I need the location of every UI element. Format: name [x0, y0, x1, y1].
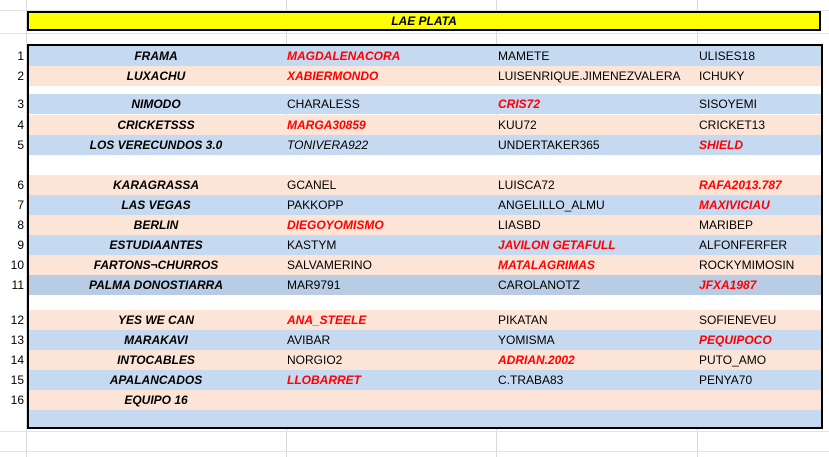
- player-cell[interactable]: CRICKET13: [699, 118, 766, 132]
- team-name-cell[interactable]: FARTONS¬CHURROS: [93, 258, 219, 272]
- player-cell[interactable]: ULISES18: [699, 49, 756, 63]
- row-number: 6: [17, 178, 24, 192]
- team-name-cell[interactable]: FRAMA: [134, 49, 178, 63]
- player-cell[interactable]: JFXA1987: [699, 278, 757, 292]
- row-number: 10: [10, 258, 24, 272]
- player-cell[interactable]: MAGDALENACORA: [287, 49, 401, 63]
- player-cell[interactable]: NORGIO2: [287, 353, 343, 367]
- row-number: 14: [10, 353, 24, 367]
- row-number: 13: [10, 333, 24, 347]
- player-cell[interactable]: KASTYM: [287, 238, 337, 252]
- player-cell[interactable]: PUTO_AMO: [699, 353, 767, 367]
- row-number: 1: [17, 49, 24, 63]
- team-name-cell[interactable]: ESTUDIAANTES: [109, 238, 203, 252]
- player-cell[interactable]: CHARALESS: [287, 97, 360, 111]
- row-number: 15: [10, 373, 24, 387]
- player-cell[interactable]: ICHUKY: [699, 69, 745, 83]
- player-cell[interactable]: ALFONFERFER: [699, 238, 788, 252]
- player-cell[interactable]: RAFA2013.787: [699, 178, 782, 192]
- player-cell[interactable]: PIKATAN: [498, 313, 548, 327]
- player-cell[interactable]: CAROLANOTZ: [498, 278, 581, 292]
- player-cell[interactable]: LLOBARRET: [287, 373, 361, 387]
- player-cell[interactable]: SOFIENEVEU: [699, 313, 777, 327]
- team-name-cell[interactable]: PALMA DONOSTIARRA: [89, 278, 223, 292]
- player-cell[interactable]: CRIS72: [498, 97, 541, 111]
- row-number: 3: [17, 97, 24, 111]
- team-name-cell[interactable]: MARAKAVI: [124, 333, 188, 347]
- row-number: 8: [17, 218, 24, 232]
- player-cell[interactable]: PENYA70: [699, 373, 753, 387]
- team-name-cell[interactable]: YES WE CAN: [117, 313, 194, 327]
- team-name-cell[interactable]: INTOCABLES: [117, 353, 195, 367]
- team-name-cell[interactable]: LAS VEGAS: [121, 198, 191, 212]
- player-cell[interactable]: ROCKYMIMOSIN: [699, 258, 795, 272]
- row-number: 12: [10, 313, 24, 327]
- player-cell[interactable]: XABIERMONDO: [287, 69, 379, 83]
- player-cell[interactable]: KUU72: [498, 118, 537, 132]
- player-cell[interactable]: ANA_STEELE: [287, 313, 367, 327]
- player-cell[interactable]: ANGELILLO_ALMU: [498, 198, 605, 212]
- row-number: 11: [11, 278, 24, 292]
- player-cell[interactable]: SHIELD: [699, 138, 744, 152]
- player-cell[interactable]: TONIVERA922: [287, 138, 369, 152]
- team-name-cell[interactable]: LUXACHU: [126, 69, 186, 83]
- player-cell[interactable]: AVIBAR: [287, 333, 331, 347]
- player-cell[interactable]: MAR9791: [287, 278, 341, 292]
- team-name-cell[interactable]: APALANCADOS: [109, 373, 203, 387]
- player-cell[interactable]: YOMISMA: [498, 333, 555, 347]
- table-border: [27, 44, 823, 429]
- player-cell[interactable]: LUISCA72: [498, 178, 555, 192]
- player-cell[interactable]: UNDERTAKER365: [498, 138, 600, 152]
- player-cell[interactable]: MARIBEP: [699, 218, 754, 232]
- team-name-cell[interactable]: EQUIPO 16: [124, 393, 188, 407]
- player-cell[interactable]: PAKKOPP: [287, 198, 344, 212]
- row-number: 16: [10, 393, 24, 407]
- row-number: 2: [17, 69, 24, 83]
- team-name-cell[interactable]: CRICKETSSS: [117, 118, 195, 132]
- player-cell[interactable]: DIEGOYOMISMO: [287, 218, 384, 232]
- row-number: 9: [17, 238, 24, 252]
- player-cell[interactable]: GCANEL: [287, 178, 337, 192]
- player-cell[interactable]: ADRIAN.2002: [498, 353, 575, 367]
- player-cell[interactable]: LUISENRIQUE.JIMENEZVALERA: [498, 69, 681, 83]
- player-cell[interactable]: MAXIVICIAU: [699, 198, 770, 212]
- row-number: 5: [17, 138, 24, 152]
- player-cell[interactable]: MATALAGRIMAS: [498, 258, 595, 272]
- team-name-cell[interactable]: BERLIN: [133, 218, 179, 232]
- player-cell[interactable]: MAMETE: [498, 49, 550, 63]
- team-name-cell[interactable]: KARAGRASSA: [112, 178, 199, 192]
- player-cell[interactable]: C.TRABA83: [498, 373, 564, 387]
- sheet-title[interactable]: LAE PLATA: [27, 11, 821, 31]
- player-cell[interactable]: SALVAMERINO: [287, 258, 372, 272]
- team-name-cell[interactable]: NIMODO: [131, 97, 181, 111]
- player-cell[interactable]: MARGA30859: [287, 118, 366, 132]
- player-cell[interactable]: SISOYEMI: [699, 97, 758, 111]
- row-number: 4: [17, 118, 24, 132]
- team-name-cell[interactable]: LOS VERECUNDOS 3.0: [89, 138, 223, 152]
- row-number: 7: [17, 198, 24, 212]
- player-cell[interactable]: PEQUIPOCO: [699, 333, 772, 347]
- player-cell[interactable]: LIASBD: [498, 218, 541, 232]
- player-cell[interactable]: JAVILON GETAFULL: [498, 238, 616, 252]
